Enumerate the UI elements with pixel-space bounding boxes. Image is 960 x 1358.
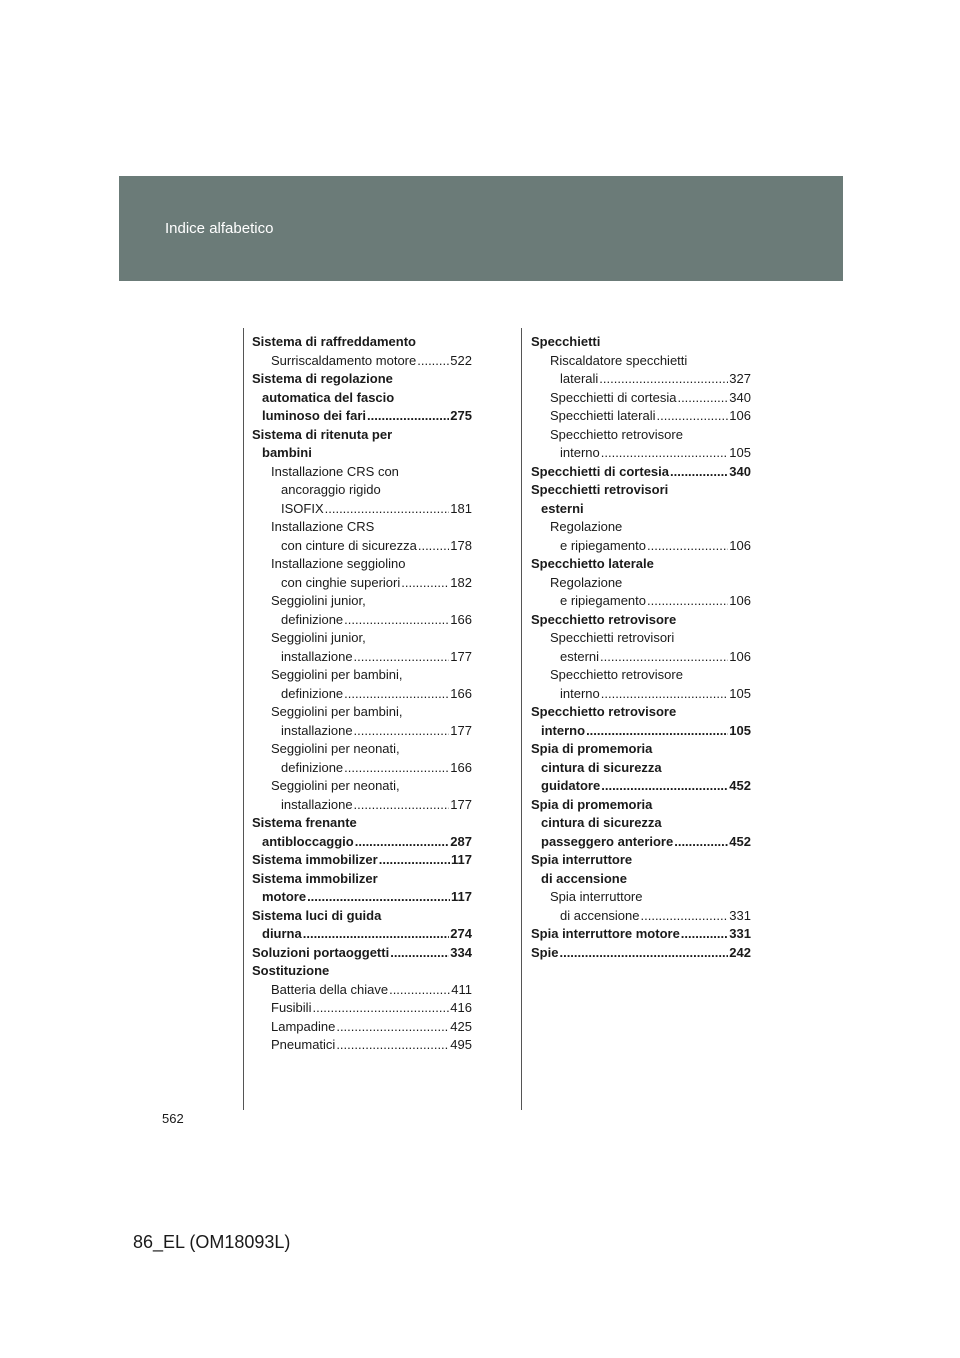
entry-text: cintura di sicurezza (541, 815, 662, 830)
leader-dots (681, 925, 729, 944)
index-entry (252, 426, 472, 445)
index-entry (252, 981, 472, 1000)
entry-text: Seggiolini junior, (271, 593, 366, 608)
entry-page-number: 177 (450, 722, 472, 738)
index-entry (531, 944, 751, 963)
index-entry (531, 907, 751, 926)
entry-text: antibloccaggio (262, 833, 354, 849)
entry-text: passeggero anteriore (541, 833, 674, 849)
index-entry (531, 481, 751, 500)
entry-text: Pneumatici (271, 1037, 336, 1052)
leader-dots (336, 1018, 449, 1037)
index-entry (252, 629, 472, 648)
index-entry (531, 370, 751, 389)
entry-page-number: 105 (729, 445, 751, 460)
index-entry (252, 537, 472, 556)
page-number: 562 (162, 1111, 184, 1126)
entry-text: di accensione (541, 870, 627, 886)
entry-text: Sostituzione (252, 963, 330, 978)
index-entry (252, 481, 472, 500)
entry-text: di accensione (560, 907, 640, 923)
document-code: 86_EL (OM18093L) (133, 1232, 291, 1252)
entry-page-number: 416 (450, 1000, 472, 1015)
leader-dots (559, 944, 728, 963)
entry-text: Sistema di regolazione (252, 371, 393, 386)
index-entry (252, 611, 472, 630)
index-entry (252, 907, 472, 926)
entry-page-number: 452 (729, 778, 751, 793)
index-entry (531, 685, 751, 704)
leader-dots (355, 833, 450, 852)
column-divider-left (243, 328, 244, 1110)
entry-page-number: 105 (729, 685, 751, 701)
leader-dots (354, 648, 450, 667)
entry-page-number: 331 (729, 926, 751, 941)
index-entry (531, 777, 751, 796)
index-entry (531, 426, 751, 445)
leader-dots (647, 537, 728, 556)
entry-text: automatica del fascio (262, 389, 395, 405)
index-entry (252, 685, 472, 704)
leader-dots (670, 463, 728, 482)
index-entry (531, 870, 751, 889)
entry-text: e ripiegamento (560, 593, 646, 608)
entry-text: Batteria della chiave (271, 981, 389, 997)
entry-page-number: 242 (729, 944, 751, 960)
column-divider-right (521, 328, 522, 1110)
entry-text: definizione (281, 759, 344, 775)
index-entry (252, 740, 472, 759)
index-entry (252, 352, 472, 371)
index-entry (531, 851, 751, 870)
entry-text: motore (262, 889, 307, 904)
entry-page-number: 340 (729, 463, 751, 479)
index-entry (252, 962, 472, 981)
leader-dots (418, 537, 449, 556)
leader-dots (325, 500, 450, 519)
leader-dots (312, 999, 449, 1018)
entry-text: Sistema di raffreddamento (252, 334, 416, 349)
entry-text: Sistema immobilizer (252, 870, 378, 886)
entry-text: interno (560, 445, 600, 460)
index-entry (252, 648, 472, 667)
entry-page-number: 274 (450, 926, 472, 941)
entry-text: Surriscaldamento motore (271, 352, 417, 368)
entry-text: installazione (281, 796, 353, 812)
entry-text: definizione (281, 685, 344, 701)
entry-text: Specchietto retrovisore (531, 704, 677, 719)
leader-dots (677, 389, 728, 408)
index-entry (252, 518, 472, 537)
index-entry (252, 1036, 472, 1055)
leader-dots (417, 352, 449, 371)
leader-dots (601, 444, 729, 463)
entry-page-number: 166 (450, 685, 472, 701)
entry-text: laterali (560, 371, 599, 386)
index-entry (252, 777, 472, 796)
index-entry (531, 592, 751, 611)
index-entry (531, 352, 751, 371)
index-entry (531, 463, 751, 482)
index-entry (252, 851, 472, 870)
index-entry (252, 833, 472, 852)
entry-text: Installazione CRS con (271, 463, 399, 479)
entry-text: Fusibili (271, 1000, 312, 1015)
entry-text: definizione (281, 611, 344, 627)
index-entry (252, 999, 472, 1018)
entry-page-number: 334 (450, 944, 472, 960)
entry-page-number: 106 (729, 408, 751, 423)
section-title: Indice alfabetico (165, 220, 274, 237)
entry-text: Seggiolini per bambini, (271, 667, 403, 682)
index-entry (531, 703, 751, 722)
leader-dots (600, 648, 728, 667)
entry-text: Riscaldatore specchietti (550, 352, 688, 368)
entry-page-number: 495 (450, 1037, 472, 1052)
index-entry (531, 740, 751, 759)
index-entry (252, 888, 472, 907)
entry-text: Spia interruttore motore (531, 926, 680, 941)
entry-text: Soluzioni portaoggetti (252, 944, 390, 960)
entry-page-number: 287 (450, 833, 472, 849)
entry-text: installazione (281, 722, 353, 738)
index-entry (531, 833, 751, 852)
entry-text: bambini (262, 445, 312, 460)
entry-page-number: 106 (729, 537, 751, 553)
entry-text: Specchietto retrovisore (550, 667, 683, 682)
index-entry (252, 333, 472, 352)
index-entry (252, 814, 472, 833)
leader-dots (389, 981, 450, 1000)
entry-text: Spia interruttore (550, 889, 643, 904)
leader-dots (599, 370, 728, 389)
leader-dots (586, 722, 728, 741)
index-entry (531, 574, 751, 593)
entry-text: esterni (560, 648, 600, 664)
entry-text: Seggiolini per neonati, (271, 778, 400, 793)
entry-page-number: 182 (450, 574, 472, 590)
entry-page-number: 522 (450, 352, 472, 368)
entry-text: luminoso dei fari (262, 408, 367, 423)
leader-dots (657, 407, 729, 426)
index-entry (252, 944, 472, 963)
entry-text: Spia di promemoria (531, 796, 653, 812)
entry-text: Specchietti (531, 334, 601, 349)
index-entry (531, 518, 751, 537)
entry-text: guidatore (541, 778, 601, 793)
index-entry (531, 407, 751, 426)
index-entry (252, 407, 472, 426)
entry-text: Regolazione (550, 519, 623, 534)
entry-text: Seggiolini junior, (271, 630, 366, 645)
entry-page-number: 117 (451, 852, 472, 867)
index-entry (531, 333, 751, 352)
entry-text: Specchietto retrovisore (531, 611, 677, 627)
entry-page-number: 166 (450, 611, 472, 627)
leader-dots (344, 685, 449, 704)
entry-page-number: 340 (729, 389, 751, 405)
entry-text: Specchietto retrovisore (550, 426, 683, 442)
entry-text: Specchietto laterale (531, 556, 654, 571)
entry-text: Specchietti di cortesia (550, 389, 677, 405)
index-column-left (252, 333, 472, 1055)
index-entry (531, 759, 751, 778)
entry-page-number: 106 (729, 648, 751, 664)
entry-text: con cinture di sicurezza (281, 537, 417, 553)
entry-text: cintura di sicurezza (541, 759, 662, 775)
index-entry (531, 796, 751, 815)
index-entry (252, 555, 472, 574)
entry-page-number: 181 (450, 500, 472, 516)
entry-text: Specchietti di cortesia (531, 463, 669, 479)
entry-text: diurna (262, 926, 302, 941)
entry-page-number: 106 (729, 593, 751, 608)
leader-dots (601, 685, 729, 704)
leader-dots (344, 759, 449, 778)
index-entry (252, 370, 472, 389)
index-entry (531, 925, 751, 944)
entry-page-number: 177 (450, 648, 472, 664)
index-entry (531, 444, 751, 463)
entry-text: Specchietti retrovisori (531, 482, 669, 497)
entry-page-number: 166 (450, 759, 472, 775)
entry-page-number: 331 (729, 907, 751, 923)
entry-text: Installazione CRS (271, 519, 375, 534)
entry-text: Spia interruttore (531, 852, 633, 867)
entry-text: con cinghie superiori (281, 574, 401, 590)
entry-text: Specchietti laterali (550, 408, 656, 423)
entry-text: Seggiolini per bambini, (271, 704, 403, 719)
entry-text: e ripiegamento (560, 537, 646, 553)
index-entry (252, 796, 472, 815)
index-entry (531, 555, 751, 574)
entry-text: Sistema immobilizer (252, 852, 378, 867)
index-entry (531, 537, 751, 556)
leader-dots (303, 925, 450, 944)
entry-text: Sistema di ritenuta per (252, 426, 393, 442)
index-entry (252, 444, 472, 463)
entry-page-number: 452 (729, 833, 751, 849)
entry-text: Sistema luci di guida (252, 907, 382, 923)
leader-dots (307, 888, 450, 907)
leader-dots (367, 407, 449, 426)
index-entry (252, 870, 472, 889)
index-entry (531, 722, 751, 741)
entry-page-number: 275 (450, 408, 472, 423)
index-entry (531, 611, 751, 630)
index-entry (531, 500, 751, 519)
index-entry (252, 574, 472, 593)
index-column-right (531, 333, 751, 962)
entry-text: installazione (281, 648, 353, 664)
index-entry (252, 703, 472, 722)
entry-text: Seggiolini per neonati, (271, 741, 400, 756)
index-entry (531, 888, 751, 907)
index-entry (252, 666, 472, 685)
entry-text: ancoraggio rigido (281, 482, 381, 497)
entry-text: Spia di promemoria (531, 741, 653, 756)
leader-dots (601, 777, 728, 796)
index-entry (252, 592, 472, 611)
entry-page-number: 105 (729, 722, 751, 738)
entry-text: interno (541, 722, 586, 738)
entry-text: Spie (531, 944, 559, 960)
leader-dots (674, 833, 728, 852)
index-entry (531, 648, 751, 667)
leader-dots (641, 907, 729, 926)
entry-text: interno (560, 685, 600, 701)
index-entry (531, 814, 751, 833)
index-entry (252, 1018, 472, 1037)
entry-text: Specchietti retrovisori (550, 630, 675, 645)
index-entry (531, 666, 751, 685)
section-header (119, 176, 843, 281)
entry-page-number: 411 (451, 981, 472, 997)
entry-page-number: 425 (450, 1018, 472, 1034)
index-entry (252, 925, 472, 944)
index-entry (252, 389, 472, 408)
entry-page-number: 117 (451, 889, 472, 904)
leader-dots (401, 574, 449, 593)
entry-page-number: 327 (729, 371, 751, 386)
index-entry (252, 500, 472, 519)
index-entry (252, 759, 472, 778)
index-entry (531, 629, 751, 648)
entry-text: Installazione seggiolino (271, 556, 406, 571)
entry-text: Regolazione (550, 574, 623, 590)
index-entry (252, 463, 472, 482)
entry-text: Sistema frenante (252, 815, 357, 830)
entry-text: esterni (541, 500, 584, 516)
entry-page-number: 177 (450, 796, 472, 812)
leader-dots (336, 1036, 449, 1055)
index-entry (252, 722, 472, 741)
leader-dots (354, 796, 450, 815)
leader-dots (344, 611, 449, 630)
leader-dots (354, 722, 450, 741)
entry-text: ISOFIX (281, 500, 324, 516)
entry-page-number: 178 (450, 537, 472, 553)
leader-dots (390, 944, 449, 963)
leader-dots (379, 851, 450, 870)
leader-dots (647, 592, 728, 611)
index-entry (531, 389, 751, 408)
entry-text: Lampadine (271, 1018, 336, 1034)
